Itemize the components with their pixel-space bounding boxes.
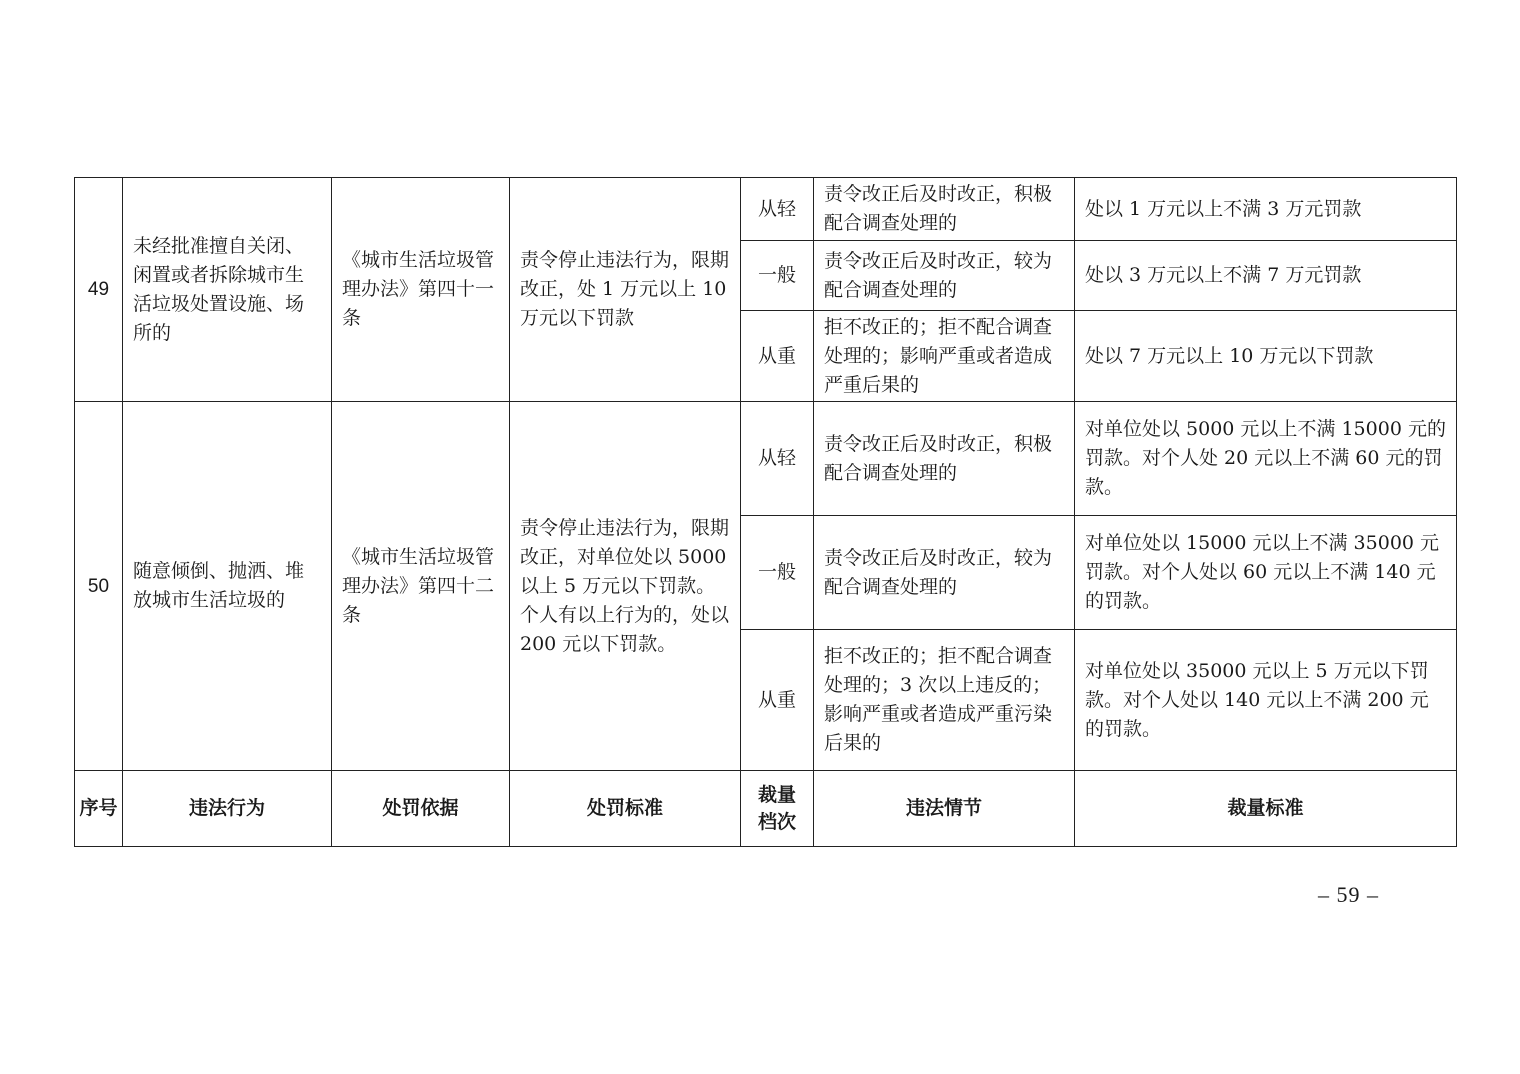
- row-number: 50: [75, 402, 123, 771]
- table-row: [75, 402, 1457, 516]
- illegal-behavior: 未经批准擅自关闭、闲置或者拆除城市生活垃圾处置设施、场所的: [123, 178, 332, 402]
- illegal-behavior: 随意倾倒、抛洒、堆放城市生活垃圾的: [123, 402, 332, 771]
- discretion-level: 一般: [741, 241, 814, 311]
- header-seq: 序号: [75, 771, 123, 847]
- row-number: 49: [75, 178, 123, 402]
- violation-circumstance: 拒不改正的；拒不配合调查处理的；3 次以上违反的；影响严重或者造成严重污染后果的: [814, 630, 1075, 771]
- discretion-level: 从重: [741, 311, 814, 402]
- page-number: – 59 –: [1318, 882, 1379, 907]
- penalty-standard: 责令停止违法行为，限期改正，对单位处以 5000 以上 5 万元以下罚款。个人有以上行为的，处以 200 元以下罚款。: [510, 402, 741, 771]
- discretion-level: 从轻: [741, 178, 814, 241]
- violation-circumstance: 拒不改正的；拒不配合调查处理的；影响严重或者造成严重后果的: [814, 311, 1075, 402]
- penalty-discretion-table: [74, 177, 1457, 847]
- penalty-basis: 《城市生活垃圾管理办法》第四十二条: [332, 402, 510, 771]
- violation-circumstance: 责令改正后及时改正，较为配合调查处理的: [814, 241, 1075, 311]
- discretion-standard: 处以 1 万元以上不满 3 万元罚款: [1075, 178, 1457, 241]
- discretion-level: 从轻: [741, 402, 814, 516]
- header-discretion: 裁量标准: [1075, 771, 1457, 847]
- header-behavior: 违法行为: [123, 771, 332, 847]
- discretion-standard: 处以 3 万元以上不满 7 万元罚款: [1075, 241, 1457, 311]
- violation-circumstance: 责令改正后及时改正，积极配合调查处理的: [814, 178, 1075, 241]
- penalty-basis: 《城市生活垃圾管理办法》第四十一条: [332, 178, 510, 402]
- discretion-standard: 处以 7 万元以上 10 万元以下罚款: [1075, 311, 1457, 402]
- header-level: 裁量档次: [741, 771, 814, 847]
- violation-circumstance: 责令改正后及时改正，较为配合调查处理的: [814, 516, 1075, 630]
- header-standard: 处罚标准: [510, 771, 741, 847]
- discretion-standard: 对单位处以 15000 元以上不满 35000 元罚款。对个人处以 60 元以上不满 140 元的罚款。: [1075, 516, 1457, 630]
- table-header-row: [75, 771, 1457, 847]
- table-row: [75, 178, 1457, 241]
- discretion-standard: 对单位处以 5000 元以上不满 15000 元的罚款。对个人处 20 元以上不满 60 元的罚款。: [1075, 402, 1457, 516]
- header-circumstance: 违法情节: [814, 771, 1075, 847]
- violation-circumstance: 责令改正后及时改正，积极配合调查处理的: [814, 402, 1075, 516]
- header-basis: 处罚依据: [332, 771, 510, 847]
- discretion-level: 一般: [741, 516, 814, 630]
- discretion-level: 从重: [741, 630, 814, 771]
- penalty-standard: 责令停止违法行为，限期改正，处 1 万元以上 10 万元以下罚款: [510, 178, 741, 402]
- discretion-standard: 对单位处以 35000 元以上 5 万元以下罚款。对个人处以 140 元以上不满 200 元的罚款。: [1075, 630, 1457, 771]
